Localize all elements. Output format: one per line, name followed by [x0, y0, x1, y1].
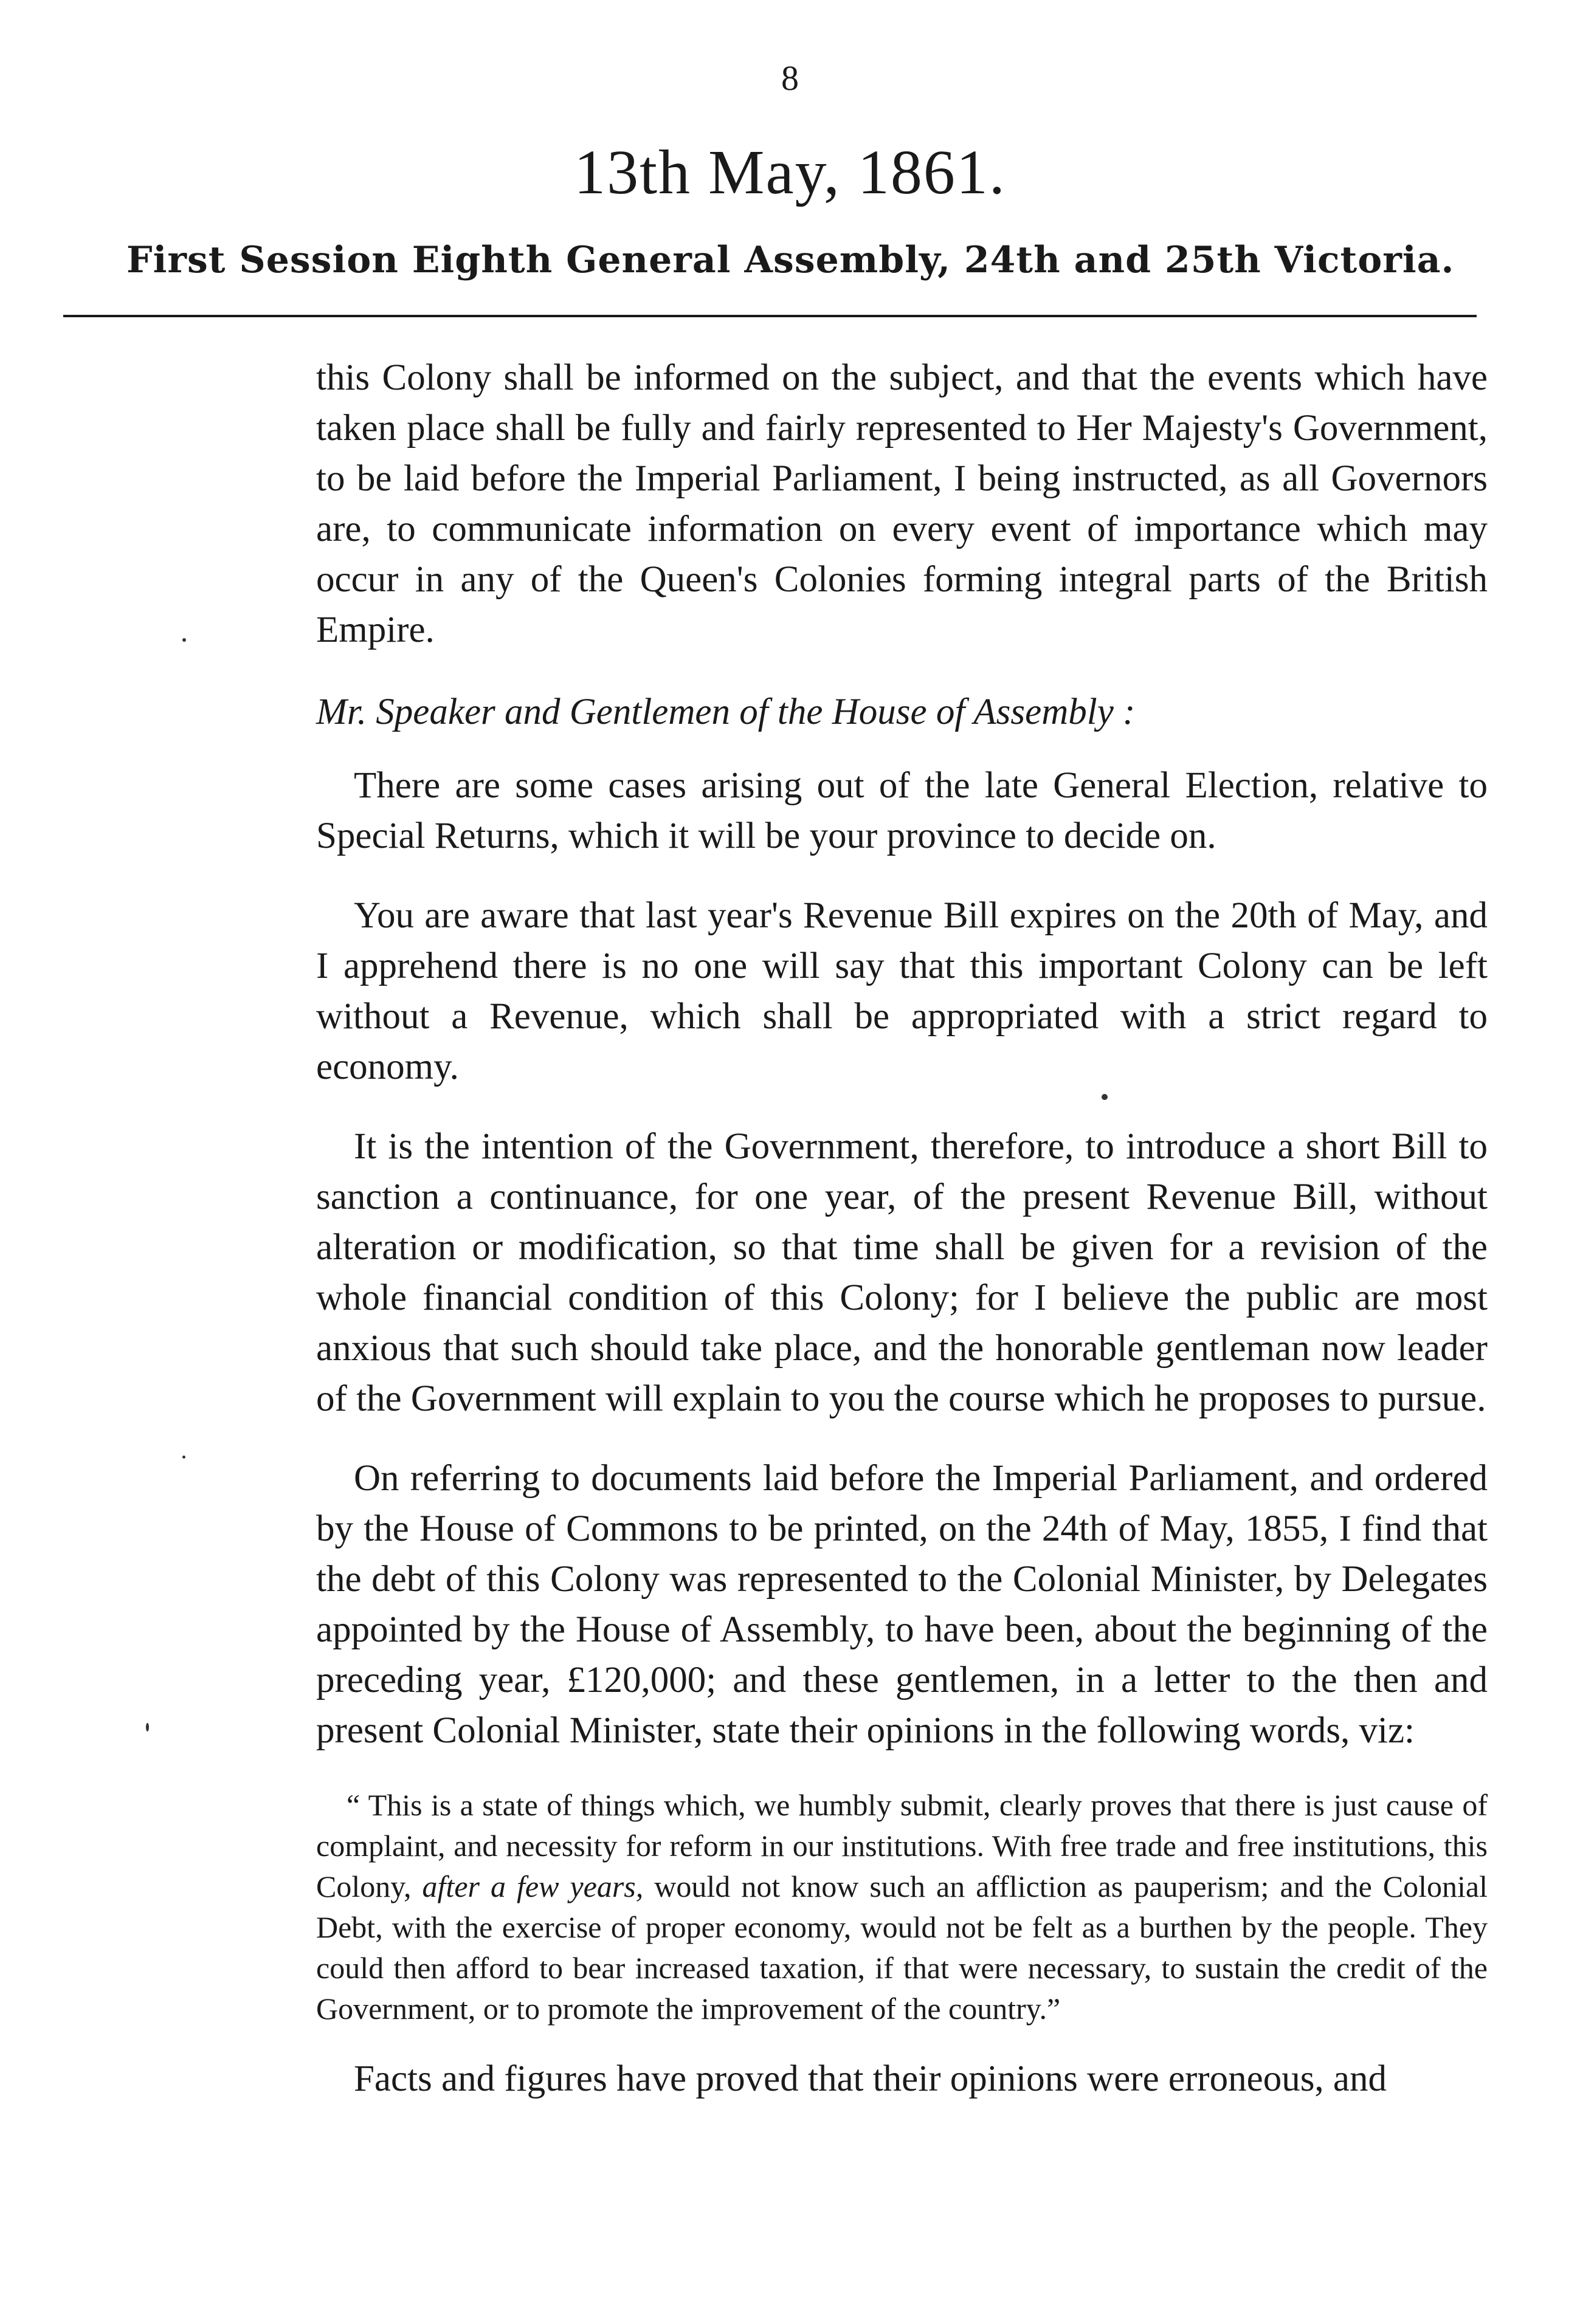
paragraph-continuation: this Colony shall be informed on the subject, and that the events which have taken place shall be fully and fairly represented to Her Majesty's Government, to be laid before the Imperial Parliament, I being instructed, as all Governors are, to communicate information on every event of importance which may occur in any of the Queen's Colonies forming integral parts of the British Empire.	[316, 357, 1488, 650]
scan-speck	[182, 638, 186, 642]
scan-speck	[1102, 1094, 1108, 1100]
quote-text-end: would not know such an affliction as pauperism; and the Colonial Debt, with the exercise of proper economy, would not be felt as a burthen by the people. They could then afford to bear increased taxation, if that were necessary, to sustain the credit of the Government, or to promote the improvement of the country.”	[316, 1869, 1488, 2026]
paragraph-government-intention: It is the intention of the Government, therefore, to introduce a short Bill to sanction a continuance, for one year, of the present Revenue Bill, without alteration or modification, so that time shall be given for a revision of the whole financial condition of this Colony; for I believe the public are most anxious that such should take place, and the honorable gentleman now leader of the Government will explain to you the course which he proposes to pursue.	[316, 1126, 1488, 1419]
address-line: Mr. Speaker and Gentlemen of the House of Assembly :	[316, 692, 1136, 732]
delegates-quotation	[316, 1785, 1488, 2029]
scan-speck	[182, 1456, 185, 1459]
quote-text-start: “ This is a state of things which, we humbly submit, clearly proves that there is just cause of complaint, and necessity for reform in our institutions. With free trade and free institutions, this Colony,	[316, 1788, 1488, 1903]
session-line: First Session Eighth General Assembly, 24th and 25th Victoria.	[126, 239, 1455, 281]
paragraph-special-returns: There are some cases arising out of the late General Election, relative to Special Returns, which it will be your province to decide on.	[316, 765, 1488, 856]
quote-text-italic: after a few years,	[422, 1869, 644, 1903]
document-body	[316, 352, 1488, 2104]
paragraph-colonial-debt: On referring to documents laid before the Imperial Parliament, and ordered by the House of Commons to be printed, on the 24th of May, 1855, I find that the debt of this Colony was represented to the Colonial Minister, by Delegates appointed by the House of Assembly, to have been, about the beginning of the preceding year, £120,000; and these gentlemen, in a letter to the then and present Colonial Minister, state their opinions in the following words, viz:	[316, 1458, 1488, 1751]
date-heading: 13th May, 1861.	[574, 137, 1006, 207]
scan-speck	[146, 1723, 149, 1731]
paragraph-revenue-bill: You are aware that last year's Revenue Bill expires on the 20th of May, and I apprehend there is no one will say that this important Colony can be left without a Revenue, which shall be appropriated with a strict regard to economy.	[316, 895, 1488, 1087]
header-rule	[63, 315, 1477, 317]
page-number: 8	[781, 58, 799, 98]
paragraph-facts-and-figures: Facts and figures have proved that their opinions were erroneous, and	[354, 2058, 1387, 2099]
